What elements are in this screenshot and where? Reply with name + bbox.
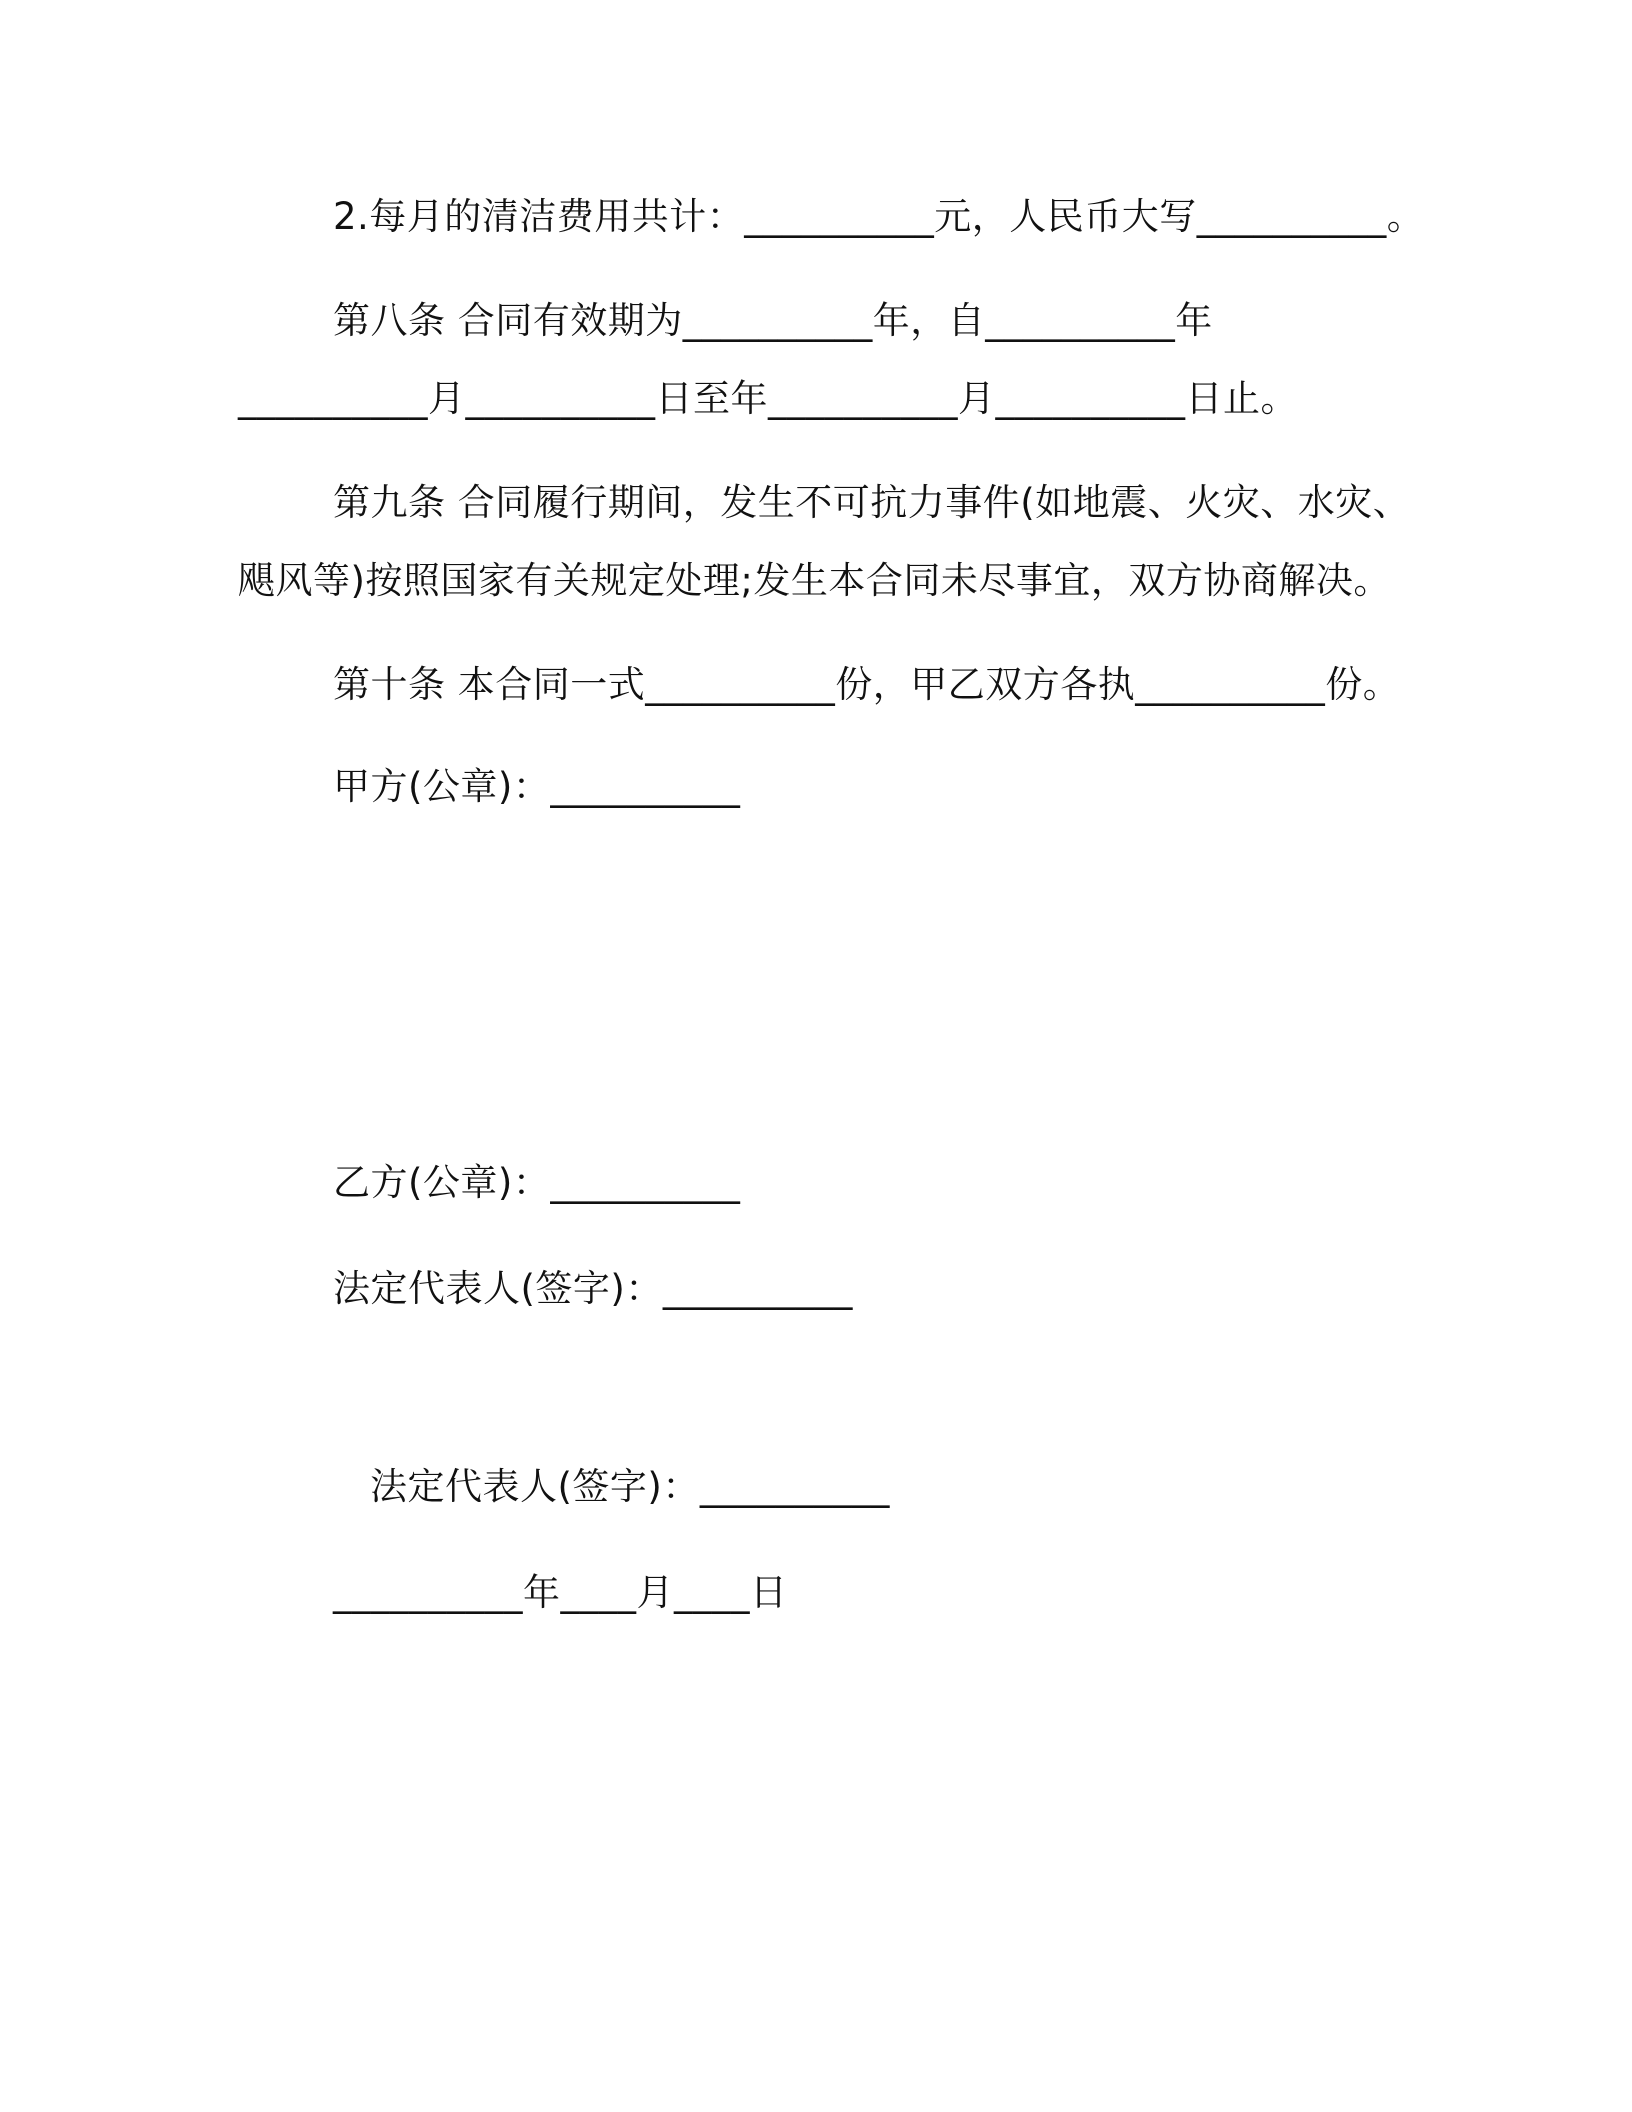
clause-8-line-2: __________月__________日至年__________月__________日止。 xyxy=(238,377,1298,420)
party-b-seal: 乙方(公章)：__________ xyxy=(333,1161,741,1204)
signing-date: __________年____月____日 xyxy=(333,1571,788,1614)
clause-10: 第十条 本合同一式__________份，甲乙双方各执__________份。 xyxy=(333,663,1401,706)
legal-rep-signature-1: 法定代表人(签字)：__________ xyxy=(333,1267,853,1310)
legal-rep-signature-2: 法定代表人(签字)：__________ xyxy=(370,1465,890,1508)
clause-7-item-2: 2.每月的清洁费用共计：__________元，人民币大写__________。 xyxy=(333,195,1425,238)
clause-8-line-1: 第八条 合同有效期为__________年，自__________年 xyxy=(333,299,1213,342)
party-a-seal: 甲方(公章)：__________ xyxy=(333,765,741,808)
clause-9-line-1: 第九条 合同履行期间，发生不可抗力事件(如地震、火灾、水灾、 xyxy=(333,481,1411,524)
clause-9-line-2: 飓风等)按照国家有关规定处理;发生本合同未尽事宜，双方协商解决。 xyxy=(238,559,1391,602)
